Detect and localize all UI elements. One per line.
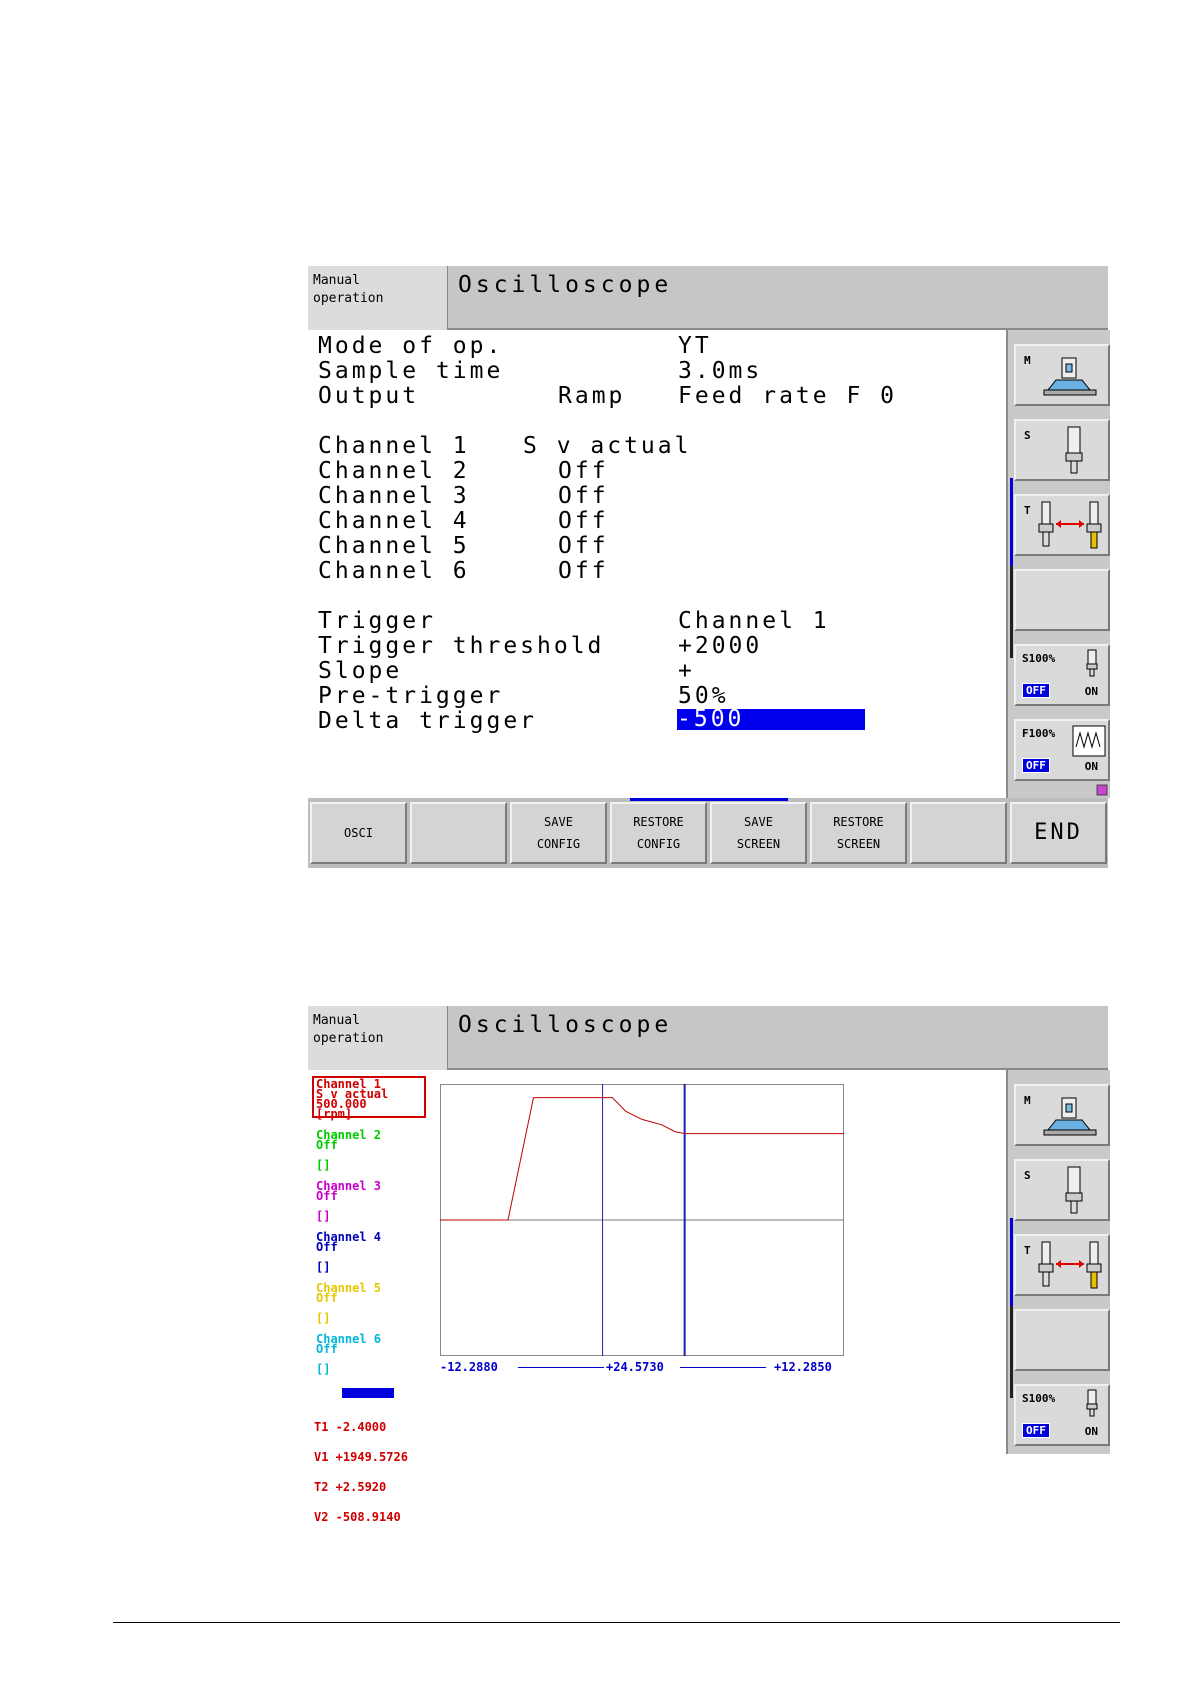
spindle-override-percent: S100% [1022, 652, 1056, 665]
channel-4-legend[interactable] [316, 1232, 381, 1272]
sample-time-value[interactable]: 3.0ms [678, 358, 763, 384]
divider-bar-2 [1010, 1306, 1013, 1398]
machine-function-m-key-2[interactable] [1014, 1084, 1110, 1146]
empty-side-key-2[interactable] [1014, 1309, 1110, 1371]
axis-center-label: +24.5730 [606, 1360, 664, 1374]
corner-icon [1096, 784, 1108, 796]
tool-change-icon-2 [1028, 1238, 1108, 1294]
axis-left-label: -12.2880 [440, 1360, 498, 1374]
ch3-signal: Off [316, 1189, 338, 1203]
cursor-v1: V1 +1949.5726 [314, 1450, 408, 1464]
restore-screen-line2: SCREEN [836, 837, 881, 851]
spindle-override-on-2[interactable]: ON [1084, 1425, 1098, 1438]
empty-softkey-1[interactable] [410, 802, 507, 864]
spindle-small-icon-2 [1082, 1388, 1102, 1418]
empty-softkey-2[interactable] [910, 802, 1007, 864]
feed-zigzag-icon [1072, 725, 1106, 757]
channel-4-label: Channel 4 [318, 508, 470, 534]
channel-6-legend[interactable] [316, 1334, 381, 1374]
save-screen-softkey[interactable] [710, 802, 807, 864]
page-footer-rule [113, 1622, 1120, 1623]
save-config-line1: SAVE [544, 815, 573, 829]
output-label: Output [318, 383, 420, 409]
ch2-name: Channel 2 [316, 1128, 382, 1142]
channel-6-value[interactable]: Off [558, 558, 609, 584]
softkey-bar [308, 798, 1108, 868]
spindle-override-on[interactable]: ON [1084, 685, 1098, 698]
trigger-threshold-label: Trigger threshold [318, 633, 605, 659]
channel-1-legend-text [316, 1079, 388, 1119]
oscilloscope-screen [308, 1006, 1108, 1524]
mode-line-1-2: Manual [313, 1013, 360, 1028]
feed-override-percent: F100% [1022, 727, 1056, 740]
ch4-signal: Off [316, 1240, 338, 1254]
save-screen-line1: SAVE [744, 815, 773, 829]
cursor-t1: T1 -2.4000 [314, 1420, 387, 1434]
save-config-softkey[interactable] [510, 802, 607, 864]
channel-1-value[interactable]: S v actual [523, 433, 692, 459]
config-screen [308, 266, 1108, 868]
restore-config-softkey[interactable] [610, 802, 707, 864]
channel-2-legend[interactable] [316, 1130, 381, 1170]
sample-time-label: Sample time [318, 358, 504, 384]
feed-override-key[interactable] [1014, 719, 1110, 781]
channel-3-label: Channel 3 [318, 483, 470, 509]
scroll-indicator[interactable] [1010, 478, 1013, 566]
restore-config-line2: CONFIG [636, 837, 681, 851]
spindle-override-off-2[interactable]: OFF [1022, 1423, 1050, 1438]
spindle-s-key[interactable] [1014, 419, 1110, 481]
softkey-row-indicator [630, 798, 788, 801]
empty-side-key[interactable] [1014, 569, 1110, 631]
cursor-t2: T2 +2.5920 [314, 1480, 387, 1494]
ch2-unit: [] [316, 1158, 331, 1172]
mode-of-op-label: Mode of op. [318, 333, 504, 359]
axis-rule-left [518, 1367, 604, 1368]
cursor-selector[interactable] [342, 1388, 394, 1398]
channel-5-legend[interactable] [316, 1283, 381, 1323]
mode-of-op-value[interactable]: YT [678, 333, 712, 359]
cursor-v2: V2 -508.9140 [314, 1510, 401, 1524]
channel-1-label: Channel 1 [318, 433, 470, 459]
spindle-icon-2 [1056, 1165, 1096, 1215]
tool-t-key[interactable] [1014, 494, 1110, 556]
spindle-override-key-2[interactable] [1014, 1384, 1110, 1446]
tool-t-key-2[interactable] [1014, 1234, 1110, 1296]
channel-6-label: Channel 6 [318, 558, 470, 584]
feed-override-on[interactable]: ON [1084, 760, 1098, 773]
ch5-name: Channel 5 [316, 1281, 382, 1295]
ch1-signal: S v actual [316, 1087, 389, 1101]
divider-bar [1010, 566, 1013, 658]
trigger-value[interactable]: Channel 1 [678, 608, 830, 634]
save-config-line2: CONFIG [536, 837, 581, 851]
slope-label: Slope [318, 658, 403, 684]
spindle-small-icon [1082, 648, 1102, 678]
ch5-signal: Off [316, 1291, 338, 1305]
slope-value[interactable]: + [678, 658, 695, 684]
ch1-name: Channel 1 [316, 1077, 382, 1091]
side-softkey-panel-2 [1006, 1070, 1110, 1454]
page-title-2: Oscilloscope [448, 1006, 1108, 1070]
delta-trigger-label: Delta trigger [318, 708, 538, 734]
pre-trigger-label: Pre-trigger [318, 683, 504, 709]
channel-3-legend[interactable] [316, 1181, 381, 1221]
mode-line-2-2: operation [313, 1031, 384, 1046]
ch2-signal: Off [316, 1138, 338, 1152]
t-key-label: T [1024, 504, 1031, 517]
channel-5-label: Channel 5 [318, 533, 470, 559]
delta-trigger-input[interactable]: -500 [677, 709, 865, 730]
restore-screen-softkey[interactable] [810, 802, 907, 864]
oscilloscope-plot[interactable] [440, 1084, 844, 1356]
output-ramp: Ramp [558, 383, 626, 409]
channel-3-value[interactable]: Off [558, 483, 609, 509]
pre-trigger-value[interactable]: 50% [678, 683, 729, 709]
trigger-threshold-value[interactable]: +2000 [678, 633, 763, 659]
scroll-indicator-2[interactable] [1010, 1218, 1013, 1306]
feed-override-off[interactable]: OFF [1022, 758, 1050, 773]
channel-2-label: Channel 2 [318, 458, 470, 484]
channel-4-value[interactable]: Off [558, 508, 609, 534]
ch3-unit: [] [316, 1209, 331, 1223]
machine-function-m-key[interactable] [1014, 344, 1110, 406]
channel-5-value[interactable]: Off [558, 533, 609, 559]
m-key-label: M [1024, 354, 1031, 367]
cursor-values [314, 1402, 408, 1542]
s-key-label-2: S [1024, 1169, 1031, 1182]
tool-change-icon [1028, 498, 1108, 554]
axis-right-label: +12.2850 [774, 1360, 832, 1374]
spindle-override-off[interactable]: OFF [1022, 683, 1050, 698]
end-softkey[interactable] [1010, 802, 1107, 864]
machine-table-icon-2 [1042, 1094, 1102, 1140]
spindle-override-key[interactable] [1014, 644, 1110, 706]
axis-rule-right [680, 1367, 766, 1368]
ch3-name: Channel 3 [316, 1179, 382, 1193]
ch6-unit: [] [316, 1362, 331, 1376]
restore-screen-line1: RESTORE [833, 815, 884, 829]
trigger-label: Trigger [318, 608, 436, 634]
end-softkey-label: END [1034, 820, 1083, 845]
mode-line-1: Manual [313, 273, 360, 288]
spindle-override-percent-2: S100% [1022, 1392, 1056, 1405]
machine-table-icon [1042, 354, 1102, 400]
ch5-unit: [] [316, 1311, 331, 1325]
ch6-signal: Off [316, 1342, 338, 1356]
config-area [308, 330, 1006, 798]
osci-softkey[interactable] [310, 802, 407, 864]
osci-softkey-label: OSCI [344, 826, 373, 840]
ch6-name: Channel 6 [316, 1332, 382, 1346]
spindle-s-key-2[interactable] [1014, 1159, 1110, 1221]
m-key-label-2: M [1024, 1094, 1031, 1107]
mode-indicator-2 [308, 1006, 448, 1070]
ch4-name: Channel 4 [316, 1230, 382, 1244]
ch4-unit: [] [316, 1260, 331, 1274]
ch1-unit: [rpm] [316, 1107, 353, 1121]
mode-line-2: operation [313, 291, 384, 306]
t-key-label-2: T [1024, 1244, 1031, 1257]
output-value[interactable]: Feed rate F 0 [678, 383, 898, 409]
time-axis [440, 1360, 844, 1374]
mode-indicator [308, 266, 448, 330]
s-key-label: S [1024, 429, 1031, 442]
save-screen-line2: SCREEN [736, 837, 781, 851]
page-title: Oscilloscope [448, 266, 1108, 330]
side-softkey-panel [1006, 330, 1110, 798]
spindle-icon [1056, 425, 1096, 475]
ch1-scale: 500.000 [316, 1097, 367, 1111]
channel-2-value[interactable]: Off [558, 458, 609, 484]
scope-area [308, 1070, 1006, 1524]
restore-config-line1: RESTORE [633, 815, 684, 829]
